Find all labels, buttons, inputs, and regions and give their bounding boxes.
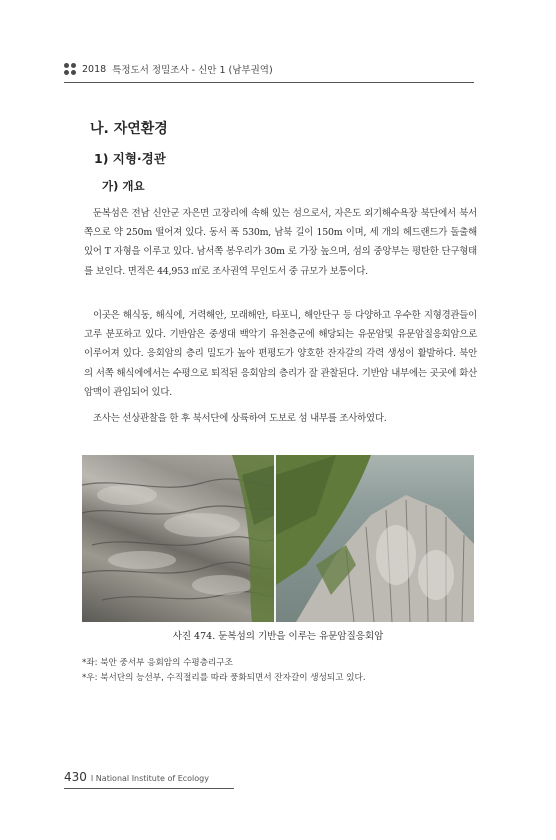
photo-figure	[82, 455, 474, 622]
subsubsection-title: 가) 개요	[102, 179, 145, 193]
photo-ridge-weathering	[276, 455, 474, 622]
running-header	[64, 62, 273, 76]
header-year: 2018	[82, 63, 107, 75]
figure-notes	[82, 656, 482, 686]
header-title: 특정도서 정밀조사 - 신안 1 (남부권역)	[112, 65, 273, 76]
page-number: 430	[64, 770, 87, 784]
paragraph-geology: 이곳은 해식동, 해식에, 거력해안, 모래해안, 타포니, 해안단구 등 다양하고 우수한 지형경관들이 고루 분포하고 있다. 기반암은 중생대 백악기 유천층군에 해당되는 유문암및 유문암질응회암으로 이루어져 있다. 응회암의 층리 밀도가 높아 편평도가 양호한 잔자갈의 각력 생성이 활발하다. 북안의 서쪽 해식에에서는 수평으로 퇴적된 응회암의 층리가 잘 관찰된다. 기반암 내부에는 곳곳에 화산암맥이 관입되어 있다.	[84, 310, 477, 398]
header-divider	[64, 82, 474, 83]
subsection-title: 1) 지형·경관	[94, 151, 166, 166]
paragraph-overview: 둔복섬은 전남 신안군 자은면 고장리에 속해 있는 섬으로서, 자은도 외기해수욕장 북단에서 북서쪽으로 약 250m 떨어져 있다. 동서 폭 530m, 남북 길이 150m 이며, 세 개의 헤드랜드가 돌출해 있어 T 자형을 이루고 있다. 남서쪽 봉우리가 30m 로 가장 높으며, 섬의 중앙부는 평탄한 단구형태를 보인다. 면적은 44,953 ㎡로 조사권역 무인도서 중 규모가 보통이다.	[84, 208, 477, 277]
paragraph-survey: 조사는 선상관찰을 한 후 북서단에 상륙하여 도보로 섬 내부를 조사하였다.	[93, 413, 387, 424]
figure-note-left: *좌: 북안 중서부 응회암의 수평층리구조	[82, 658, 233, 668]
header-dots-icon	[64, 63, 76, 75]
figure-note-right: *우: 북서단의 능선부, 수직절리를 따라 풍화되면서 잔자갈이 생성되고 있다.	[82, 673, 366, 683]
figure-caption: 사진 474. 둔복섬의 기반을 이루는 유문암질응회암	[172, 631, 384, 642]
footer-organization: I National Institute of Ecology	[90, 774, 209, 783]
page-footer	[64, 770, 209, 784]
photo-horizontal-bedding	[82, 455, 274, 622]
footer-divider	[64, 788, 234, 789]
section-title: 나. 자연환경	[90, 121, 168, 137]
